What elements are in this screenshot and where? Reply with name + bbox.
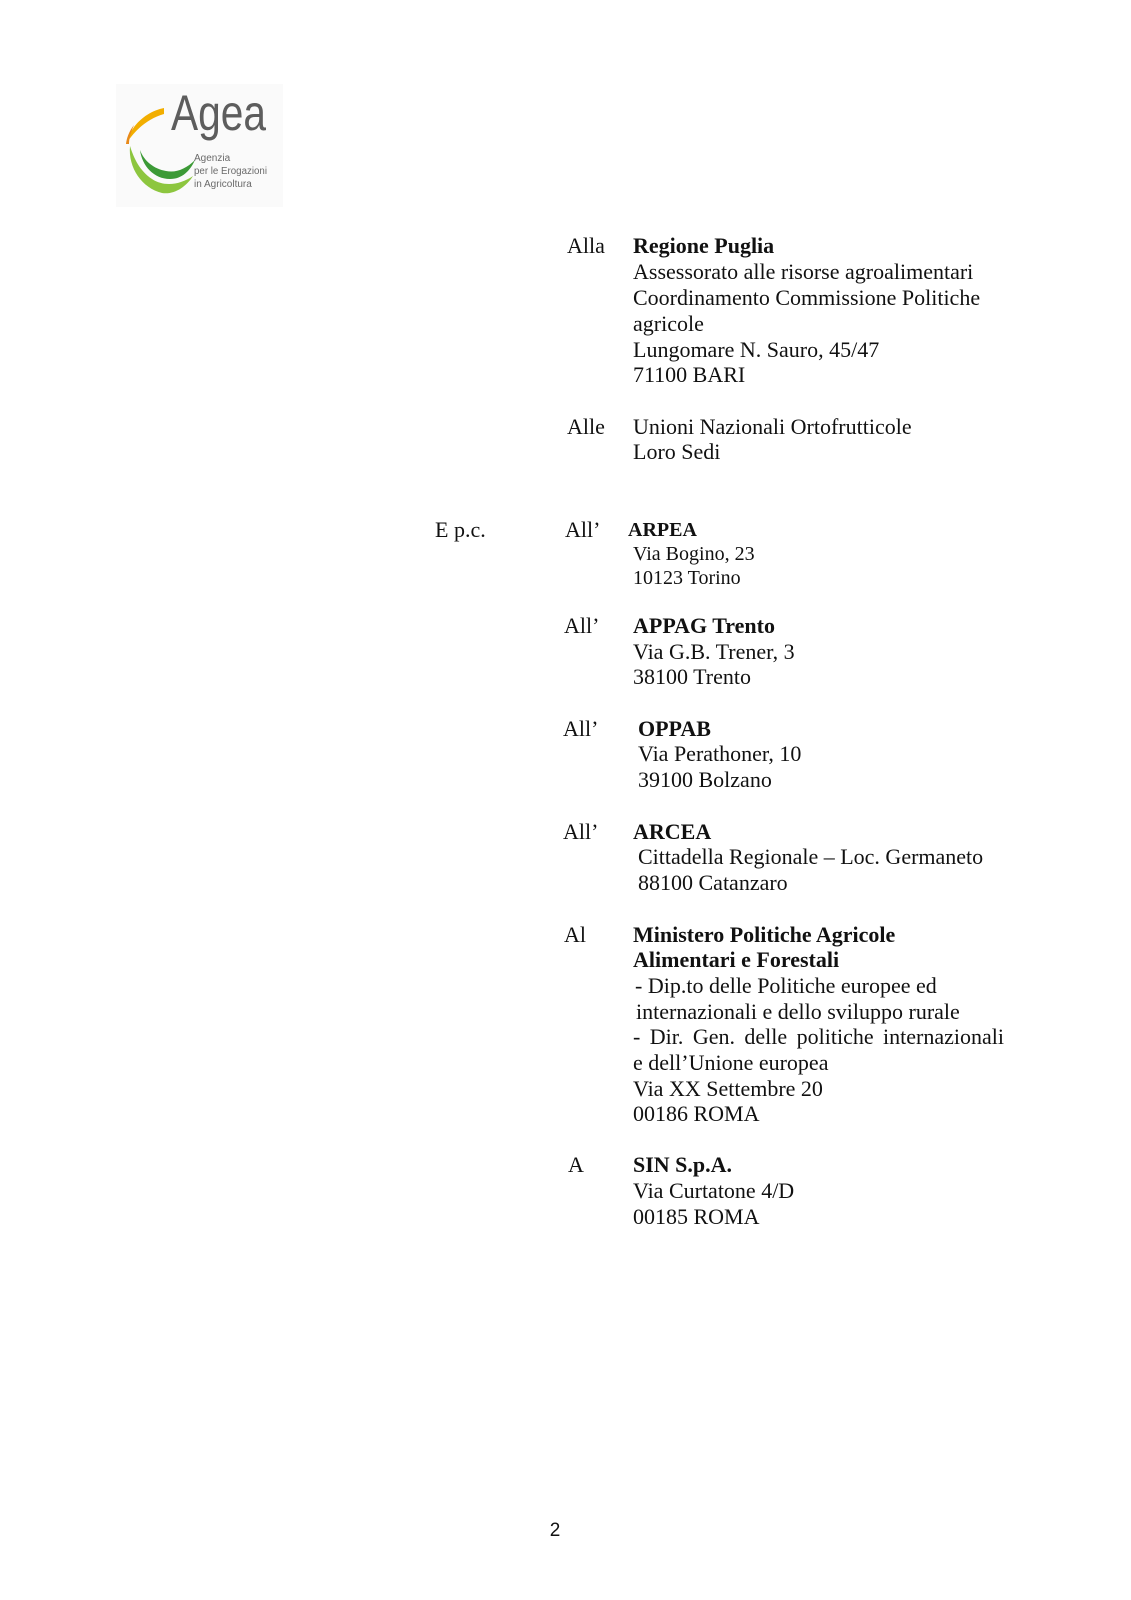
recipient-prefix: All’: [563, 819, 599, 844]
page-number: 2: [549, 1520, 561, 1541]
recipient-prefix: All’: [563, 716, 599, 741]
logo-dark-green-swoosh: [140, 150, 195, 179]
recipient-address-line: Lungomare N. Sauro, 45/47: [633, 337, 880, 362]
recipient-address-line: 39100 Bolzano: [638, 767, 772, 792]
recipient-name: OPPAB: [638, 716, 711, 741]
recipient-address-line: 38100 Trento: [633, 664, 751, 689]
recipient-name: APPAG Trento: [633, 613, 775, 638]
recipient-address-line: - Dir. Gen. delle politiche internazionali: [633, 1024, 1004, 1049]
recipient-address-line: Via G.B. Trener, 3: [633, 639, 795, 664]
recipient-address-line: 88100 Catanzaro: [638, 870, 788, 895]
recipient-prefix: Al: [564, 922, 586, 947]
recipient-address-line: Assessorato alle risorse agroalimentari: [633, 259, 974, 284]
recipient-address-line: Loro Sedi: [633, 439, 721, 464]
recipient-address-line: 10123 Torino: [633, 567, 741, 589]
recipient-prefix: All’: [565, 517, 601, 542]
logo-wordmark: Agea: [171, 85, 267, 141]
recipient-address-line: Via Bogino, 23: [633, 543, 755, 565]
recipient-address-line: Via Perathoner, 10: [638, 741, 802, 766]
recipient-prefix: A: [568, 1152, 584, 1177]
recipient-name: SIN S.p.A.: [633, 1152, 733, 1177]
recipient-name: Ministero Politiche Agricole: [633, 922, 896, 947]
logo-tagline-line: Agenzia: [194, 153, 231, 164]
recipient-name: Regione Puglia: [633, 233, 775, 258]
recipient-address-line: Unioni Nazionali Ortofrutticole: [633, 414, 912, 439]
cc-label: E p.c.: [435, 517, 486, 542]
recipient-address-line: Cittadella Regionale – Loc. Germaneto: [638, 844, 984, 869]
recipient-address-line: - Dip.to delle Politiche europee ed: [635, 973, 937, 998]
recipient-name: Alimentari e Forestali: [633, 947, 840, 972]
recipient-address-line: Coordinamento Commissione Politiche: [633, 285, 981, 310]
recipient-prefix: Alle: [567, 414, 605, 439]
recipient-address-line: 00185 ROMA: [633, 1204, 760, 1229]
recipient-address-line: 71100 BARI: [633, 362, 746, 387]
logo-tagline-line: per le Erogazioni: [194, 166, 267, 177]
recipient-address-line: e dell’Unione europea: [633, 1050, 829, 1075]
agea-logo: [116, 84, 283, 207]
recipient-prefix: Alla: [567, 233, 605, 258]
recipient-address-line: agricole: [633, 311, 704, 336]
recipient-address-line: Via XX Settembre 20: [633, 1076, 823, 1101]
recipient-name: ARPEA: [628, 519, 697, 541]
recipient-prefix: All’: [564, 613, 600, 638]
agea-logo-graphic: [116, 84, 283, 207]
recipient-address-line: Via Curtatone 4/D: [633, 1178, 795, 1203]
recipient-name: ARCEA: [633, 819, 712, 844]
recipient-address-line: internazionali e dello sviluppo rurale: [636, 999, 960, 1024]
recipient-address-line: 00186 ROMA: [633, 1101, 760, 1126]
logo-tagline-line: in Agricoltura: [194, 179, 252, 190]
logo-yellow-swoosh: [126, 108, 164, 144]
